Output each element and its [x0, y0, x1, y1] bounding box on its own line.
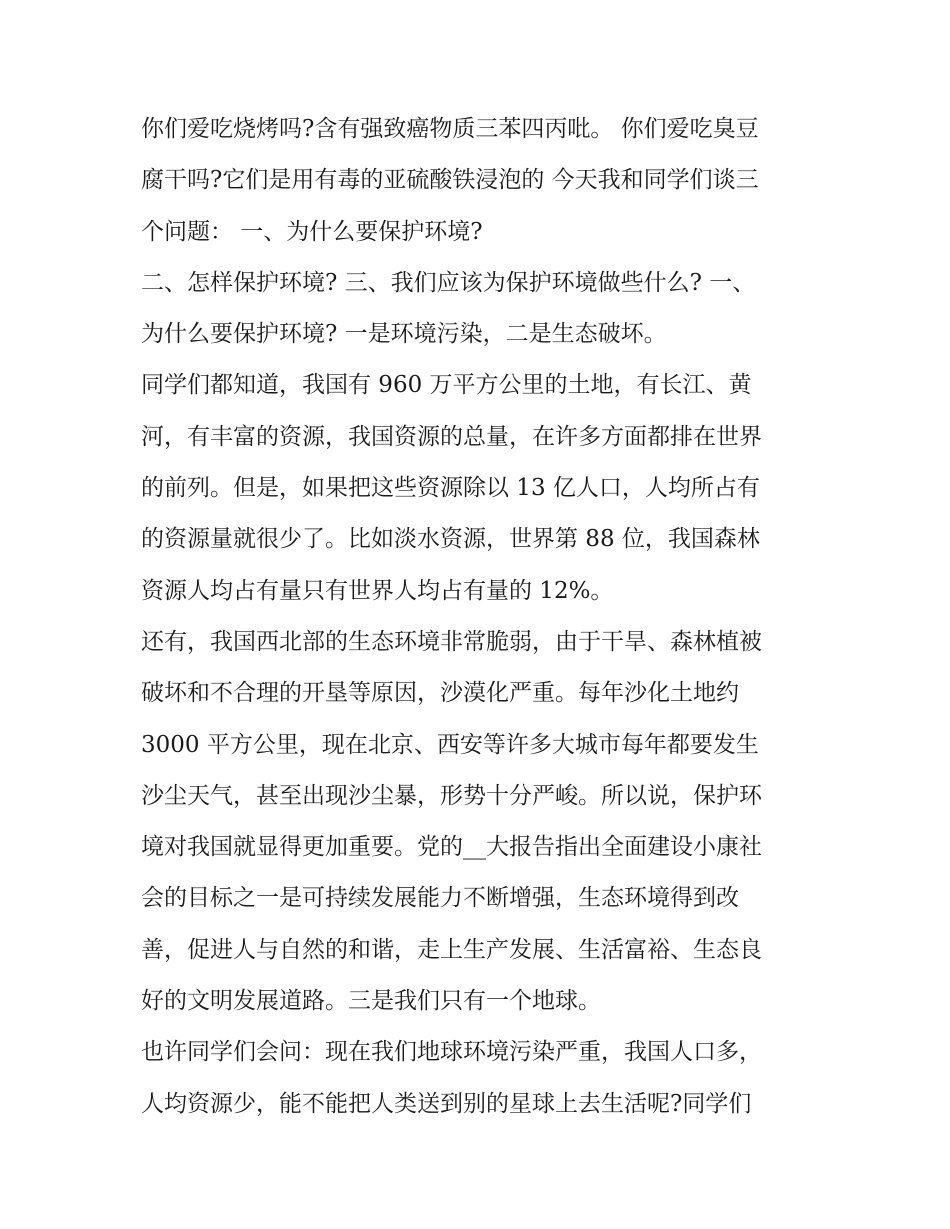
- text-line: 会的目标之一是可持续发展能力不断增强，生态环境得到改: [141, 885, 739, 912]
- text-line: 还有，我国西北部的生态环境非常脆弱，由于干旱、森林植被: [141, 628, 762, 655]
- text-line: 3000 平方公里，现在北京、西安等许多大城市每年都要发生: [141, 731, 759, 758]
- text-line: 资源人均占有量只有世界人均占有量的 12%。: [141, 577, 614, 604]
- text-line: 二、怎样保护环境? 三、我们应该为保护环境做些什么? 一、: [141, 269, 756, 296]
- text-line: 境对我国就显得更加重要。党的__大报告指出全面建设小康社: [141, 834, 762, 861]
- text-line: 你们爱吃烧烤吗?含有强致癌物质三苯四丙吡。 你们爱吃臭豆: [141, 116, 759, 142]
- text-line: 个问题： 一、为什么要保护环境?: [141, 218, 483, 245]
- text-line: 为什么要保护环境? 一是环境污染，二是生态破坏。: [141, 321, 667, 348]
- text-line: 同学们都知道，我国有 960 万平方公里的土地，有长江、黄: [141, 372, 752, 399]
- text-line: 好的文明发展道路。三是我们只有一个地球。: [141, 988, 601, 1015]
- text-line: 人均资源少，能不能把人类送到别的星球上去生活呢?同学们: [141, 1090, 752, 1117]
- text-line: 破坏和不合理的开垦等原因，沙漠化严重。每年沙化土地约: [141, 680, 739, 707]
- text-line: 沙尘天气，甚至出现沙尘暴，形势十分严峻。所以说，保护环: [141, 782, 762, 809]
- text-line: 也许同学们会问：现在我们地球环境污染严重，我国人口多，: [141, 1039, 762, 1066]
- text-line: 的前列。但是，如果把这些资源除以 13 亿人口，人均所占有: [141, 475, 760, 502]
- text-line: 腐干吗?它们是用有毒的亚硫酸铁浸泡的 今天我和同学们谈三: [141, 167, 759, 194]
- text-line: 河，有丰富的资源，我国资源的总量，在许多方面都排在世界: [141, 423, 762, 450]
- text-line: 的资源量就很少了。比如淡水资源，世界第 88 位，我国森林: [141, 526, 760, 553]
- body-text: [141, 104, 821, 1130]
- text-line: 善，促进人与自然的和谐，走上生产发展、生活富裕、生态良: [141, 936, 762, 963]
